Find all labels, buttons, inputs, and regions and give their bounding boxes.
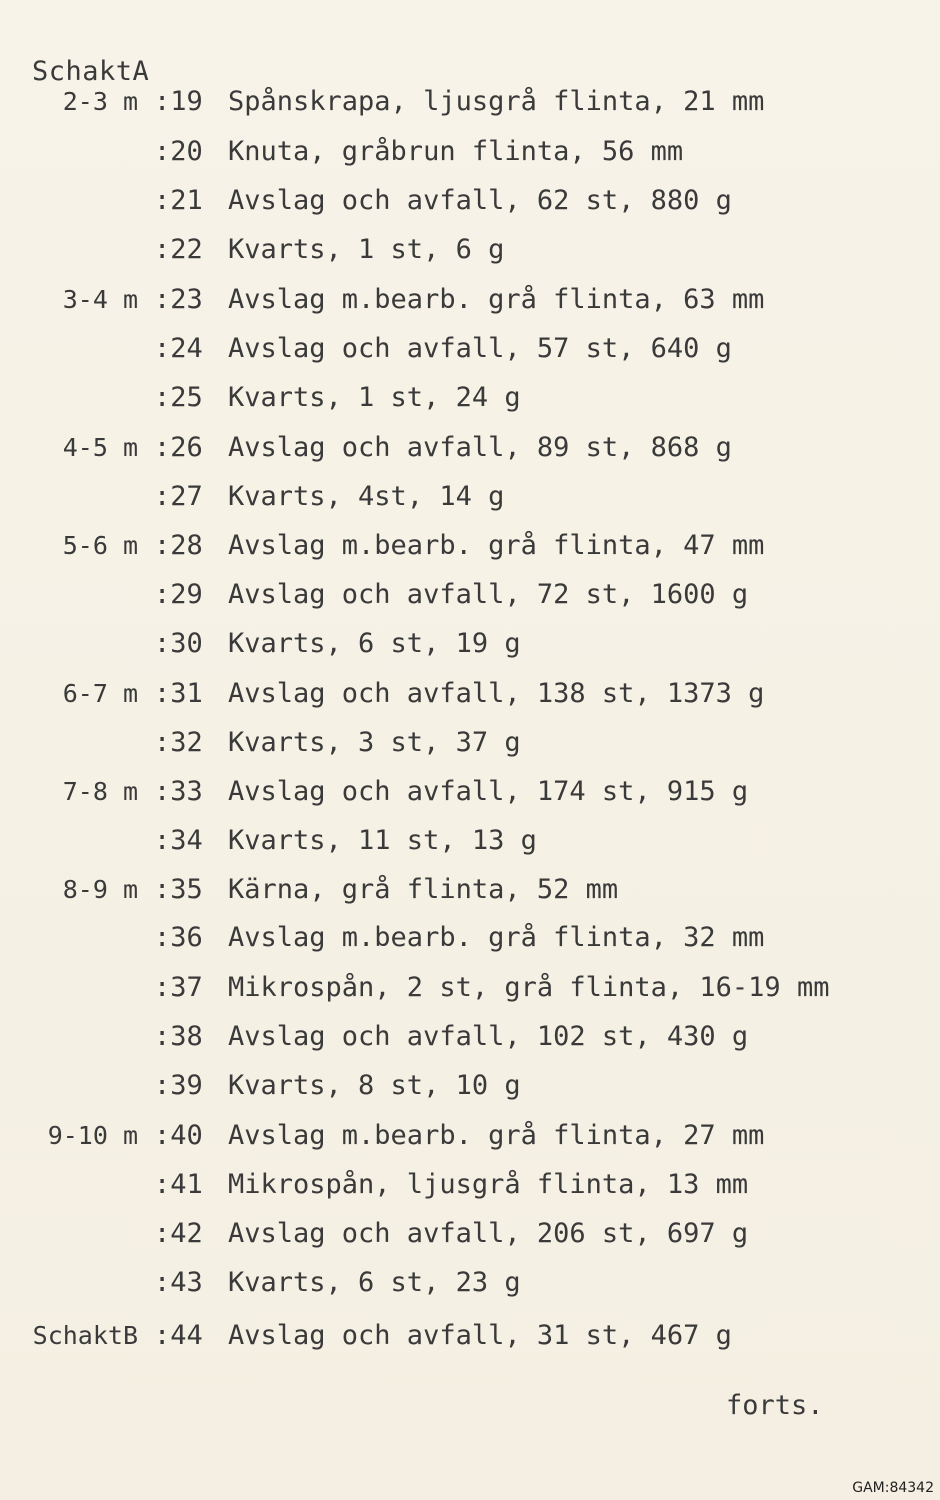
item-number: :30	[154, 628, 203, 659]
item-number: :21	[154, 185, 203, 216]
entry-row	[0, 870, 940, 910]
item-number: :19	[154, 86, 203, 117]
entry-row	[0, 1165, 940, 1205]
item-number: :25	[154, 382, 203, 413]
depth-label: 7-8 m	[62, 777, 138, 806]
item-description: Avslag och avfall, 72 st, 1600 g	[228, 579, 749, 610]
entry-row	[0, 1116, 940, 1156]
item-number: :33	[154, 776, 203, 807]
item-description: Avslag och avfall, 89 st, 868 g	[228, 432, 732, 463]
item-description: Avslag och avfall, 57 st, 640 g	[228, 333, 732, 364]
entry-row	[0, 526, 940, 566]
entry-row	[0, 280, 940, 320]
entry-row	[0, 378, 940, 418]
item-number: :38	[154, 1021, 203, 1052]
entry-row	[0, 132, 940, 172]
item-description: Avslag och avfall, 206 st, 697 g	[228, 1218, 749, 1249]
item-number: :41	[154, 1169, 203, 1200]
entry-row	[0, 674, 940, 714]
item-number: :26	[154, 432, 203, 463]
item-description: Kvarts, 4st, 14 g	[228, 481, 505, 512]
entry-row	[0, 82, 940, 122]
depth-label: 9-10 m	[47, 1121, 138, 1150]
item-description: Kvarts, 1 st, 24 g	[228, 382, 521, 413]
item-number: :39	[154, 1070, 203, 1101]
item-number: :31	[154, 678, 203, 709]
item-number: :32	[154, 727, 203, 758]
depth-label: SchaktB	[32, 1321, 138, 1350]
entry-row	[0, 968, 940, 1008]
item-number: :40	[154, 1120, 203, 1151]
item-description: Avslag och avfall, 62 st, 880 g	[228, 185, 732, 216]
item-number: :34	[154, 825, 203, 856]
item-number: :36	[154, 922, 203, 953]
item-description: Kvarts, 1 st, 6 g	[228, 234, 505, 265]
entry-row	[0, 181, 940, 221]
item-number: :44	[154, 1320, 203, 1351]
item-description: Kvarts, 3 st, 37 g	[228, 727, 521, 758]
item-description: Mikrospån, ljusgrå flinta, 13 mm	[228, 1169, 749, 1200]
entry-row	[0, 772, 940, 812]
item-number: :22	[154, 234, 203, 265]
item-description: Kärna, grå flinta, 52 mm	[228, 874, 619, 905]
depth-label: 4-5 m	[62, 433, 138, 462]
item-number: :27	[154, 481, 203, 512]
entry-row	[0, 821, 940, 861]
entry-row	[0, 1066, 940, 1106]
entry-row	[0, 428, 940, 468]
item-description: Avslag m.bearb. grå flinta, 47 mm	[228, 530, 765, 561]
item-description: Avslag och avfall, 174 st, 915 g	[228, 776, 749, 807]
item-description: Avslag och avfall, 138 st, 1373 g	[228, 678, 765, 709]
item-number: :24	[154, 333, 203, 364]
depth-label: 8-9 m	[62, 875, 138, 904]
entry-row	[0, 624, 940, 664]
depth-label: 3-4 m	[62, 285, 138, 314]
item-description: Knuta, gråbrun flinta, 56 mm	[228, 136, 684, 167]
entry-row	[0, 230, 940, 270]
item-number: :29	[154, 579, 203, 610]
entry-row	[0, 1263, 940, 1303]
entry-row	[0, 723, 940, 763]
item-description: Kvarts, 8 st, 10 g	[228, 1070, 521, 1101]
item-description: Mikrospån, 2 st, grå flinta, 16-19 mm	[228, 972, 830, 1003]
entry-row	[0, 1017, 940, 1057]
item-description: Avslag m.bearb. grå flinta, 27 mm	[228, 1120, 765, 1151]
item-description: Avslag och avfall, 31 st, 467 g	[228, 1320, 732, 1351]
item-number: :35	[154, 874, 203, 905]
item-number: :20	[154, 136, 203, 167]
entry-row	[0, 575, 940, 615]
depth-label: 6-7 m	[62, 679, 138, 708]
item-number: :23	[154, 284, 203, 315]
item-description: Avslag m.bearb. grå flinta, 63 mm	[228, 284, 765, 315]
item-number: :37	[154, 972, 203, 1003]
item-description: Kvarts, 6 st, 19 g	[228, 628, 521, 659]
continued-note: forts.	[726, 1390, 824, 1421]
depth-label: 5-6 m	[62, 531, 138, 560]
item-description: Kvarts, 11 st, 13 g	[228, 825, 537, 856]
item-description: Avslag och avfall, 102 st, 430 g	[228, 1021, 749, 1052]
depth-label: 2-3 m	[62, 87, 138, 116]
entry-row	[0, 1316, 940, 1356]
entry-row	[0, 477, 940, 517]
trench-heading: SchaktA	[32, 56, 150, 87]
entry-row	[0, 918, 940, 958]
item-description: Avslag m.bearb. grå flinta, 32 mm	[228, 922, 765, 953]
item-description: Kvarts, 6 st, 23 g	[228, 1267, 521, 1298]
item-description: Spånskrapa, ljusgrå flinta, 21 mm	[228, 86, 765, 117]
item-number: :42	[154, 1218, 203, 1249]
catalog-stamp: GAM:84342	[852, 1480, 934, 1496]
item-number: :43	[154, 1267, 203, 1298]
entry-row	[0, 1214, 940, 1254]
entry-row	[0, 329, 940, 369]
item-number: :28	[154, 530, 203, 561]
